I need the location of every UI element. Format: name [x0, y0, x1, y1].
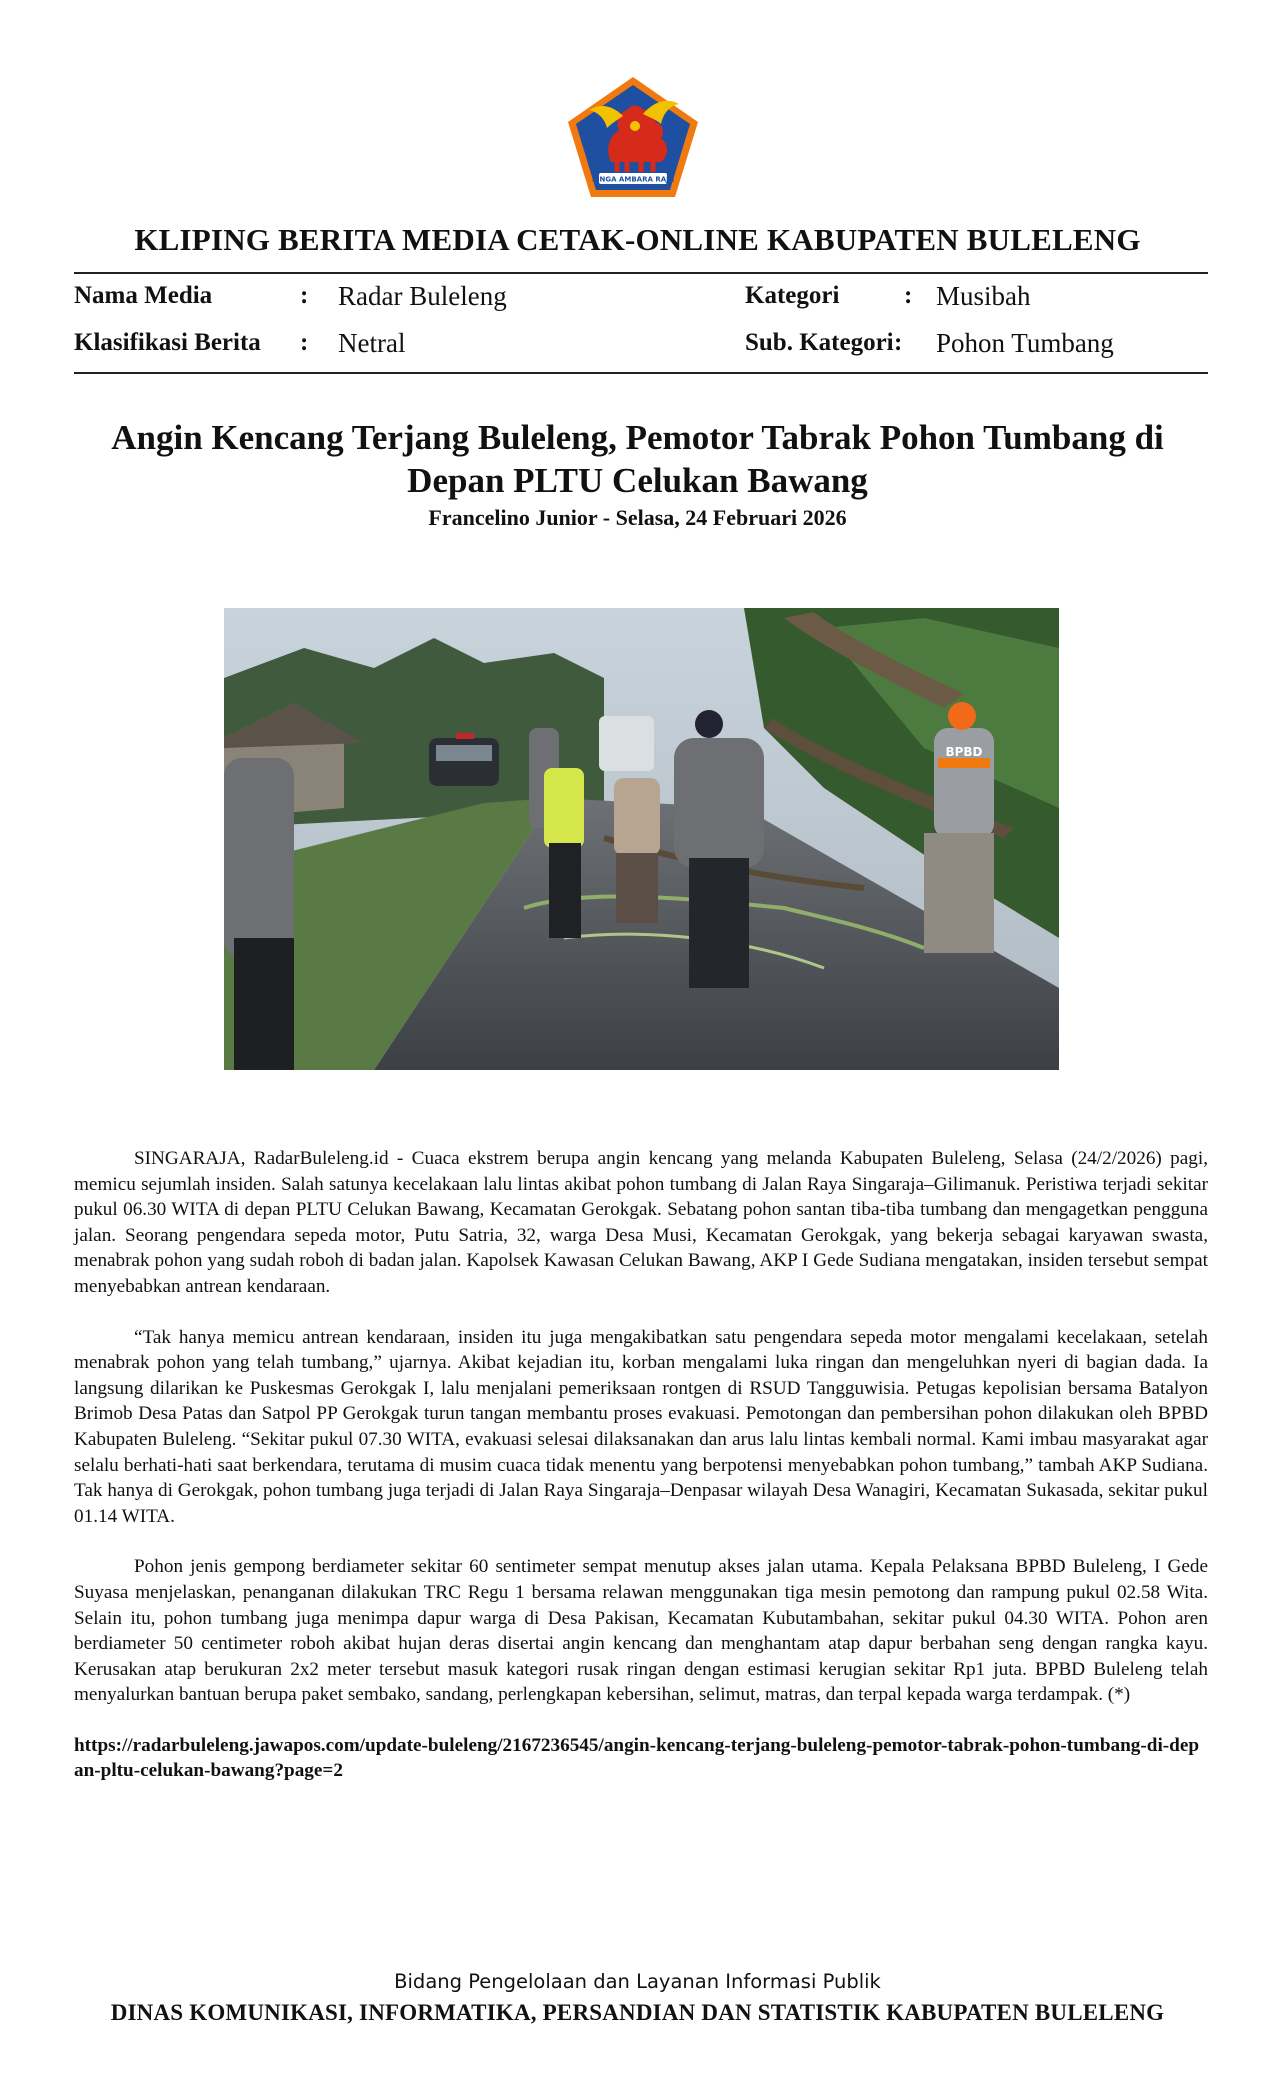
klasifikasi-separator: :: [300, 329, 309, 356]
photo-vest-text: BPBD: [945, 745, 983, 759]
article-paragraph-1: SINGARAJA, RadarBuleleng.id - Cuaca ekstrem berupa angin kencang yang melanda Kabupaten Buleleng, Selasa (24/2/2026) pagi, memicu sejumlah insiden. Salah satunya kecelakaan lalu lintas akibat pohon tumbang di Jalan Raya Singaraja–Gilimanuk. Peristiwa terjadi sekitar pukul 06.30 WITA di depan PLTU Celukan Bawang, Kecamatan Gerokgak. Sebatang pohon santan tiba-tiba tumbang dan mengagetkan pengguna jalan. Seorang pengendara sepeda motor, Putu Satria, 32, warga Desa Musi, Kecamatan Gerokgak, yang bekerja sebagai karyawan swasta, menabrak pohon yang sudah roboh di badan jalan. Kapolsek Kawasan Celukan Bawang, AKP I Gede Sudiana mengatakan, insiden tersebut sempat menyebabkan antrean kendaraan.: [74, 1148, 1208, 1297]
header-bottom-divider: [74, 372, 1208, 374]
article-body: [74, 1146, 1208, 1809]
header-top-divider: [74, 272, 1208, 274]
kategori-label: Kategori: [745, 282, 840, 309]
document-title: KLIPING BERITA MEDIA CETAK-ONLINE KABUPATEN BULELENG: [134, 222, 1141, 257]
regency-logo: [565, 74, 701, 200]
klasifikasi-label: Klasifikasi Berita: [74, 329, 261, 356]
photo-scene-icon: [224, 608, 1059, 1070]
meta-row-1: [74, 282, 1208, 318]
article-paragraph-3: Pohon jenis gempong berdiameter sekitar 60 sentimeter sempat menutup akses jalan utama. Kepala Pelaksana BPBD Buleleng, I Gede Suyasa menjelaskan, penanganan dilakukan TRC Regu 1 bersama relawan menggunakan tiga mesin pemotong dan rampung pukul 02.58 Wita. Selain itu, pohon tumbang juga menimpa dapur warga di Desa Pakisan, Kecamatan Kubutambahan, sekitar pukul 04.30 WITA. Pohon aren berdiameter 50 centimeter roboh akibat hujan deras disertai angin kencang dan menghantam atap dapur berbahan seng dengan rangka kayu. Kerusakan atap berukuran 2x2 meter tersebut masuk kategori rusak ringan dengan estimasi kerugian sekitar Rp1 juta. BPBD Buleleng telah menyalurkan bantuan berupa paket sembako, sandang, perlengkapan kebersihan, selimut, matras, dan terpal kepada warga terdampak. (*): [74, 1556, 1208, 1706]
buleleng-crest-icon: [565, 74, 701, 200]
media-value: Radar Buleleng: [338, 281, 507, 311]
footer-subtitle: Bidang Pengelolaan dan Layanan Informasi Publik: [394, 1970, 881, 1993]
meta-row-2: [74, 329, 1208, 365]
subkategori-label: Sub. Kategori: [745, 329, 894, 356]
subkategori-value: Pohon Tumbang: [936, 328, 1114, 358]
article-headline: Angin Kencang Terjang Buleleng, Pemotor Tabrak Pohon Tumbang di Depan PLTU Celukan Bawang: [111, 418, 1164, 500]
article-paragraph-2: “Tak hanya memicu antrean kendaraan, insiden itu juga mengakibatkan satu pengendara sepeda motor mengalami kecelakaan, setelah menabrak pohon yang telah tumbang,” ujarnya. Akibat kejadian itu, korban mengalami luka ringan dan mengeluhkan nyeri di bagian dada. Ia langsung dilarikan ke Puskesmas Gerokgak I, lalu menjalani pemeriksaan rontgen di RSUD Tangguwisia. Petugas kepolisian bersama Batalyon Brimob Desa Patas dan Satpol PP Gerokgak turun tangan membantu proses evakuasi. Pemotongan dan pembersihan pohon dilakukan oleh BPBD Kabupaten Buleleng. “Sekitar pukul 07.30 WITA, evakuasi selesai dilaksanakan dan arus lalu lintas kembali normal. Kami imbau masyarakat agar selalu berhati-hati saat berkendara, terutama di musim cuaca tidak menentu yang berpotensi menyebabkan pohon tumbang,” tambah AKP Sudiana. Tak hanya di Gerokgak, pohon tumbang juga terjadi di Jalan Raya Singaraja–Denpasar wilayah Desa Wanagiri, Kecamatan Sukasada, sekitar pukul 01.14 WITA.: [74, 1326, 1208, 1527]
crest-motto: SINGA AMBARA RAJA: [591, 175, 675, 184]
kategori-separator: :: [904, 282, 913, 309]
footer-agency: DINAS KOMUNIKASI, INFORMATIKA, PERSANDIAN DAN STATISTIK KABUPATEN BULELENG: [110, 2000, 1165, 2025]
article-photo: [224, 608, 1059, 1070]
media-label: Nama Media: [74, 282, 213, 309]
media-separator: :: [300, 282, 309, 309]
article-byline: Francelino Junior - Selasa, 24 Februari 2026: [428, 505, 847, 530]
klasifikasi-value: Netral: [338, 328, 406, 358]
subkategori-separator: :: [894, 329, 903, 356]
kategori-value: Musibah: [936, 281, 1031, 311]
source-url-link[interactable]: https://radarbuleleng.jawapos.com/update-buleleng/2167236545/angin-kencang-terjang-buleleng-pemotor-tabrak-pohon-tumbang-di-depan-pltu-celukan-bawang?page=2: [74, 1734, 1200, 1782]
